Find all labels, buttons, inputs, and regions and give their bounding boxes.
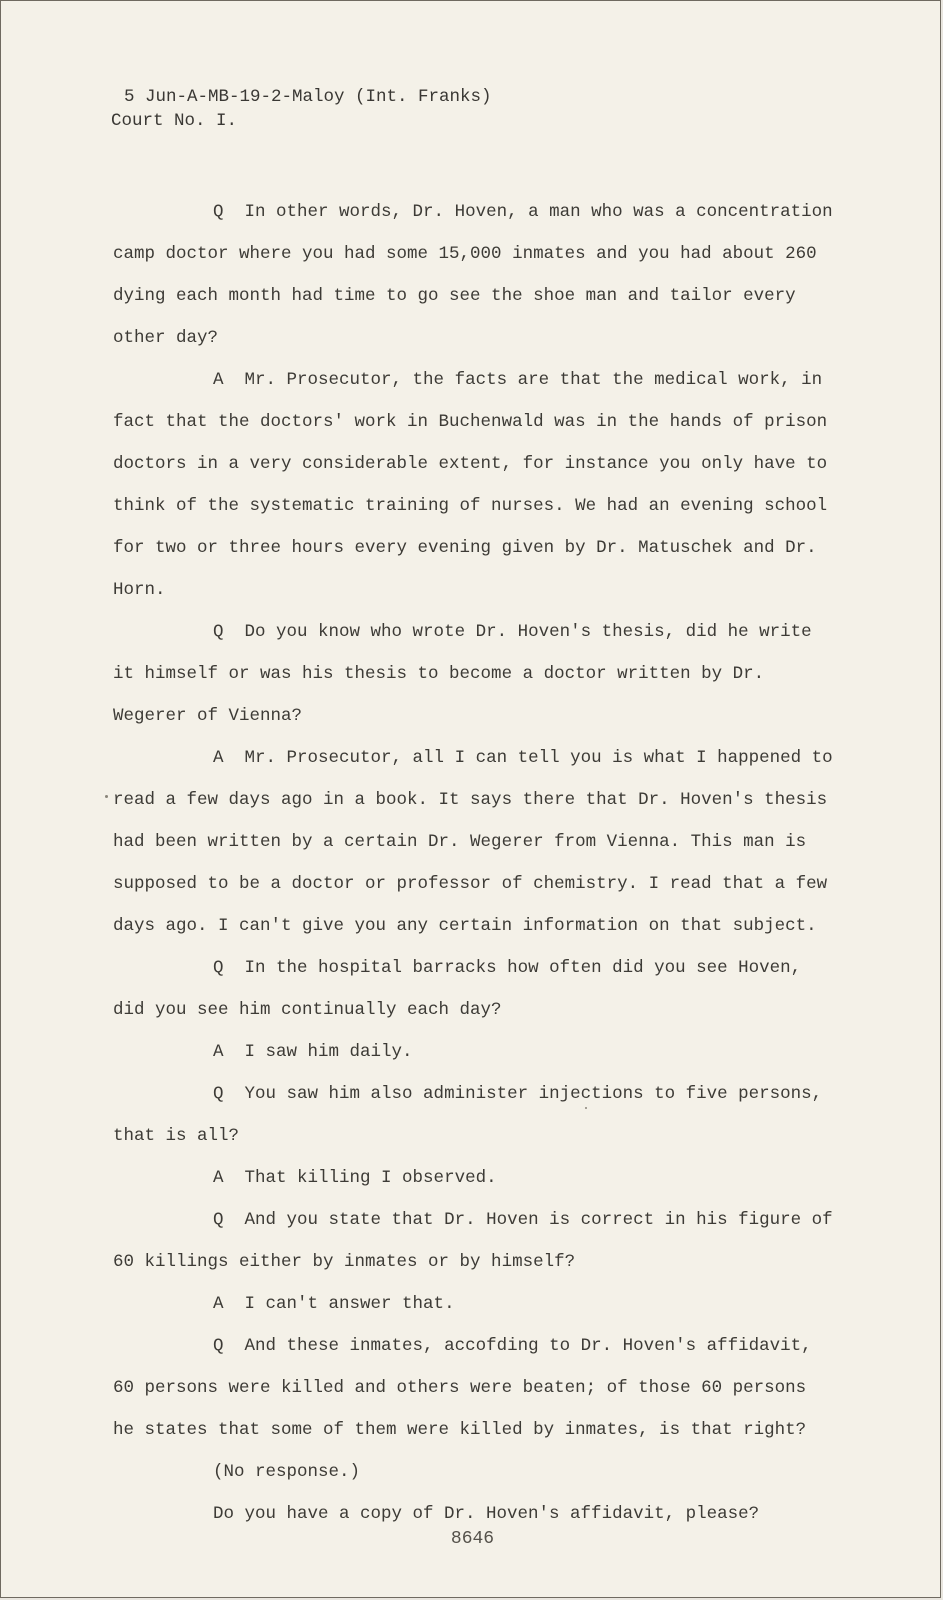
paragraph-text: And these inmates, accofding to Dr. Hoven's affidavit, 60 persons were killed and others were beaten; of those 60 persons he states that some of them were killed by inmates, is that right? bbox=[113, 1336, 812, 1440]
paragraph-text: I saw him daily. bbox=[244, 1042, 413, 1062]
paragraph-text: You saw him also administer injections to five persons, that is all? bbox=[113, 1084, 823, 1146]
transcript-paragraph bbox=[113, 1157, 833, 1199]
paper-speck bbox=[585, 1107, 587, 1109]
speaker-label: A bbox=[213, 1168, 224, 1188]
speaker-label: Q bbox=[213, 622, 224, 642]
paragraph-text: (No response.) bbox=[213, 1462, 361, 1482]
transcript-paragraph bbox=[113, 1283, 833, 1325]
speaker-label: Q bbox=[213, 1210, 224, 1230]
document-header bbox=[111, 85, 492, 133]
paragraph-text: I can't answer that. bbox=[244, 1294, 455, 1314]
speaker-label: A bbox=[213, 370, 224, 390]
transcript-paragraph bbox=[113, 1073, 833, 1157]
transcript-body bbox=[113, 191, 833, 1535]
transcript-paragraph bbox=[113, 1325, 833, 1451]
paragraph-text: That killing I observed. bbox=[244, 1168, 497, 1188]
speaker-label: A bbox=[213, 1042, 224, 1062]
transcript-paragraph bbox=[113, 359, 833, 611]
paragraph-text: And you state that Dr. Hoven is correct in his figure of 60 killings either by inmates or by himself? bbox=[113, 1210, 833, 1272]
transcript-paragraph bbox=[113, 611, 833, 737]
transcript-paragraph bbox=[113, 191, 833, 359]
speaker-label: Q bbox=[213, 202, 224, 222]
page-number: 8646 bbox=[450, 1529, 495, 1549]
paragraph-text: Do you know who wrote Dr. Hoven's thesis, did he write it himself or was his thesis to become a doctor written by Dr. Wegerer of Vienna? bbox=[113, 622, 812, 726]
transcript-paragraph bbox=[113, 1199, 833, 1283]
speaker-label: A bbox=[213, 748, 224, 768]
paragraph-text: In the hospital barracks how often did you see Hoven, did you see him continually each day? bbox=[113, 958, 802, 1020]
header-court-line: Court No. I. bbox=[111, 111, 238, 131]
header-session-line: 5 Jun-A-MB-19-2-Maloy (Int. Franks) bbox=[124, 87, 492, 107]
speaker-label: Q bbox=[213, 1084, 224, 1104]
speaker-label: Q bbox=[213, 958, 224, 978]
paragraph-text: In other words, Dr. Hoven, a man who was a concentration camp doctor where you had some 15,000 inmates and you had about 260 dying each month had time to go see the shoe man and tailor every other day? bbox=[113, 202, 833, 348]
paragraph-text: Mr. Prosecutor, all I can tell you is what I happened to read a few days ago in a book. It says there that Dr. Hoven's thesis had been written by a certain Dr. Wegerer from Vienna. This man is supposed to be a doctor or professor of chemistry. I read that a few days ago. I can't give you any certain information on that subject. bbox=[113, 748, 833, 936]
transcript-paragraph bbox=[113, 737, 833, 947]
transcript-paragraph bbox=[113, 947, 833, 1031]
transcript-paragraph bbox=[113, 1031, 833, 1073]
paper-speck bbox=[105, 795, 108, 798]
transcript-paragraph bbox=[113, 1451, 833, 1493]
paragraph-text: Do you have a copy of Dr. Hoven's affidavit, please? bbox=[213, 1504, 760, 1524]
speaker-label: A bbox=[213, 1294, 224, 1314]
speaker-label: Q bbox=[213, 1336, 224, 1356]
paragraph-text: Mr. Prosecutor, the facts are that the medical work, in fact that the doctors' work in Buchenwald was in the hands of prison doctors in a very considerable extent, for instance you only have to think of the systematic training of nurses. We had an evening school for two or three hours every evening given by Dr. Matuschek and Dr. Horn. bbox=[113, 370, 828, 600]
